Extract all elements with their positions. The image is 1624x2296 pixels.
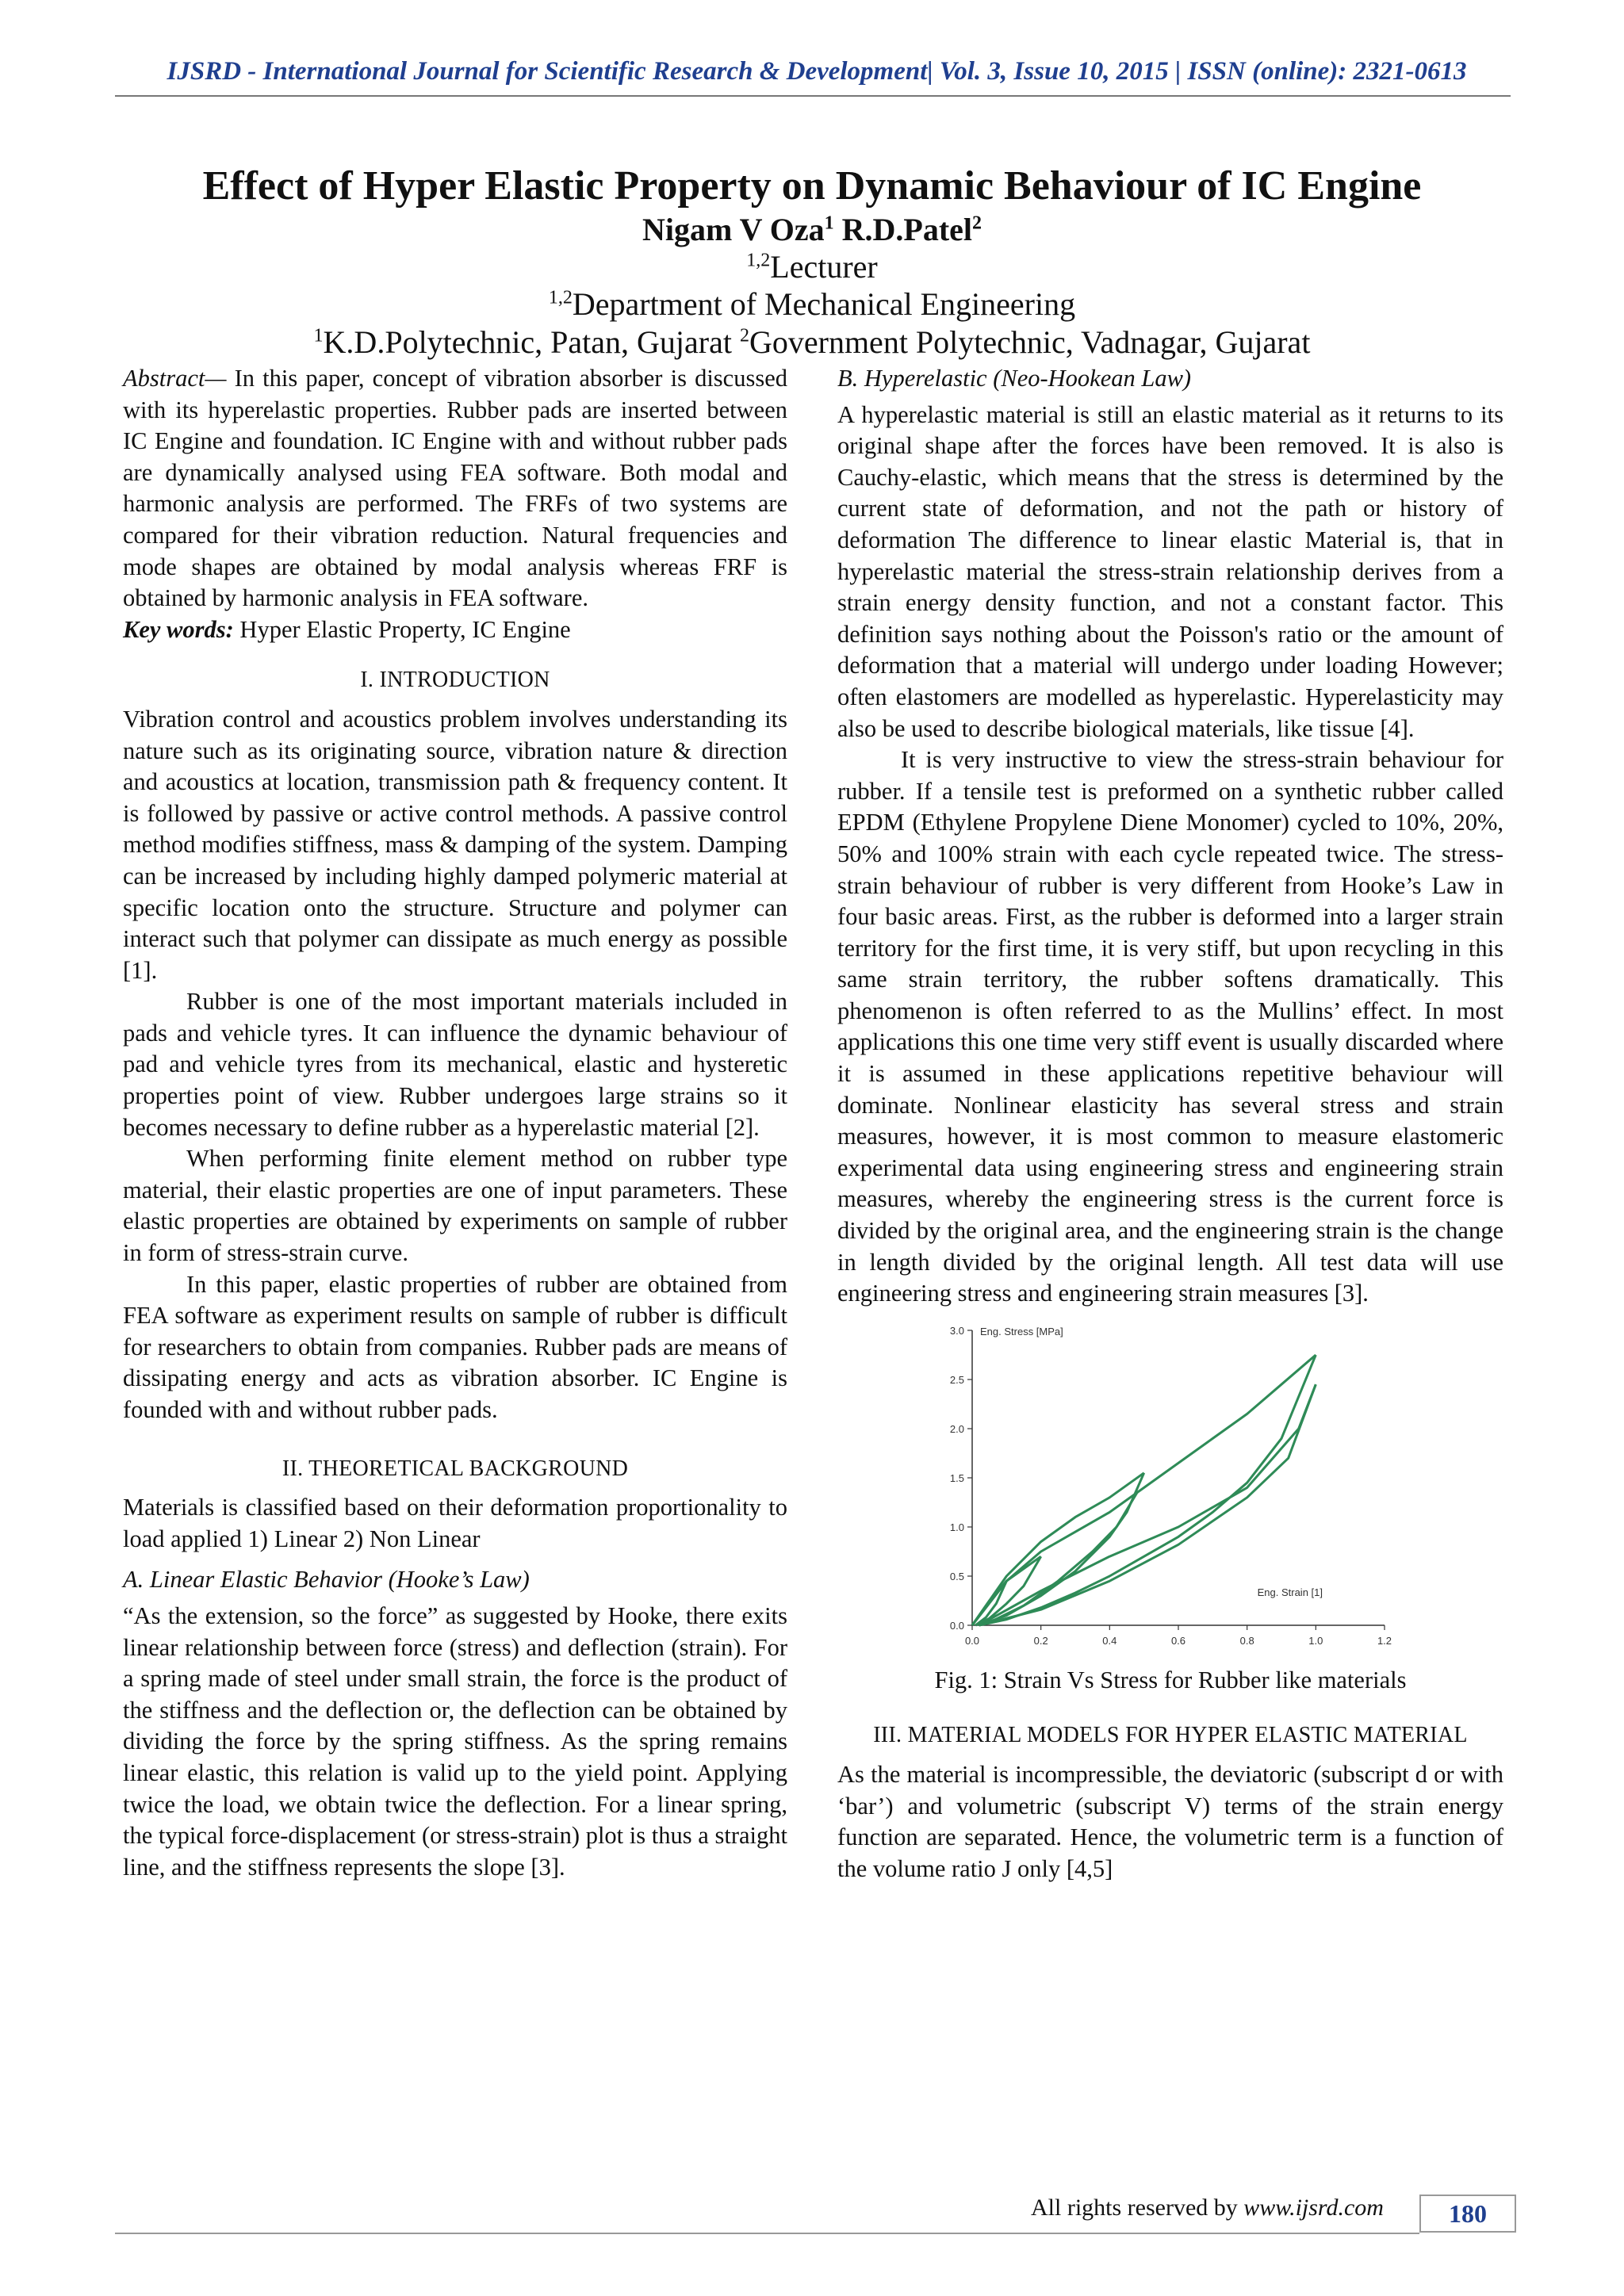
inst2-sup: 2 xyxy=(739,325,749,346)
intro-heading: I. INTRODUCTION xyxy=(360,668,550,693)
footer-site-link[interactable]: www.ijsrd.com xyxy=(1243,2195,1384,2221)
hyper-paragraph-1: A hyperelastic material is still an elastic material as it returns to its original shape after the forces have been removed. It is also is Cauchy-elastic, which means that the stress is determined by the current state of deformation, and not the path or history of deformation The difference to linear elastic Material is, that in hyperelastic material the stress-strain relationship derives from a strain energy density function, and not a constant factor. This definition says nothing about the Poisson's ratio or the amount of deformation that a material will undergo under loading However; often elastomers are modelled as hyperelastic. Hyperelasticity may also be used to describe biological materials, like tissue [4]. xyxy=(837,400,1503,742)
linear-heading: A. Linear Elastic Behavior (Hooke’s Law) xyxy=(123,1566,530,1594)
page-number: 180 xyxy=(1419,2195,1516,2233)
stress-strain-chart xyxy=(837,1316,1503,1665)
abstract-text: In this paper, concept of vibration absorber is discussed with its hyperelastic properties. Rubber pads are inserted between IC Engine and foundation. IC Engine with and without rubber pads are dynamically analysed using FEA software. Both modal and harmonic analysis are performed. The FRFs of two systems are compared for their vibration reduction. Natural frequencies and mode shapes are obtained by modal analysis whereas FRF is obtained by harmonic analysis in FEA software. xyxy=(123,365,787,612)
y-tick-label: 1.0 xyxy=(949,1521,964,1533)
keywords xyxy=(123,614,787,646)
affiliation-institutions xyxy=(0,323,1624,361)
curve-unload-50 xyxy=(979,1473,1144,1625)
abstract xyxy=(123,363,787,614)
paper-title: Effect of Hyper Elastic Property on Dynamic Behaviour of IC Engine xyxy=(202,163,1422,209)
hyper-paragraph-2: It is very instructive to view the stress-strain behaviour for rubber. If a tensile test is preformed on a synthetic rubber called EPDM (Ethylene Propylene Diene Monomer) cycled to 10%, 20%, 50% and 100% strain with each cycle repeated twice. The stress-strain behaviour of rubber is very different from Hooke’s Law in four basic areas. First, as the rubber is deformed into a larger strain territory for the first time, it is very stiff, but upon recycling in this same strain territory, the rubber softens dramatically. This phenomenon is often referred to as the Mullins’ effect. In most applications this one time very stiff event is usually discarded where it is assumed in these applications repetitive behaviour will dominate. Nonlinear elasticity has several stress and strain measures, however, it is most common to measure elastomeric experimental data using engineering stress and engineering strain measures, whereby the engineering stress is the current force is divided by the original area, and the engineering strain is the change in length divided by the original length. All test data will use engineering stress and engineering strain measures [3]. xyxy=(837,746,1503,1307)
author-1-sup: 1 xyxy=(824,212,834,234)
affiliation-role xyxy=(0,248,1624,285)
material-paragraph: As the material is incompressible, the deviatoric (subscript d or with ‘bar’) and volumetric (subscript V) terms of the strain energy function are separated. Hence, the volumetric term is a function of the volume ratio J only [4,5] xyxy=(837,1761,1503,1882)
inst1-sup: 1 xyxy=(313,325,324,346)
x-tick-label: 0.8 xyxy=(1239,1634,1254,1647)
dept-text: Department of Mechanical Engineering xyxy=(572,286,1076,322)
x-tick-label: 0.6 xyxy=(1170,1634,1186,1647)
intro-paragraph-3: When performing finite element method on rubber type material, their elastic properties are one of input parameters. These elastic properties are obtained by experiments on sample of rubber in form of stress-strain curve. xyxy=(123,1145,787,1267)
x-tick-label: 0.4 xyxy=(1102,1634,1117,1647)
inst2-text: Government Polytechnic, Vadnagar, Gujarat xyxy=(749,324,1311,360)
intro-paragraph-2: Rubber is one of the most important materials included in pads and vehicle tyres. It can influence the dynamic behaviour of pad and vehicle tyres from its mechanical, elastic and hysteretic properties point of view. Rubber undergoes large strains so it becomes necessary to define rubber as a hyperelastic material [2]. xyxy=(123,988,787,1141)
journal-header: IJSRD - International Journal for Scientific Research & Development| Vol. 3, Issue 10, 2015 | ISSN (online): 2321-0613 xyxy=(167,57,1467,86)
author-2-sup: 2 xyxy=(972,212,982,234)
x-tick-label: 1.0 xyxy=(1308,1634,1323,1647)
hyper-heading: B. Hyperelastic (Neo-Hookean Law) xyxy=(837,365,1192,392)
y-tick-label: 2.5 xyxy=(949,1373,964,1386)
linear-paragraph: “As the extension, so the force” as suggested by Hooke, there exits linear relationship between force (stress) and deflection (strain). For a spring made of steel under small strain, the force is the product of the stiffness and the deflection or, the deflection can be obtained by dividing the force by the spring stiffness. As the spring remains linear elastic, this relation is valid up to the yield point. Applying twice the load, we obtain twice the deflection. For a linear spring, the typical force-displacement (or stress-strain) plot is thus a straight line, and the stiffness represents the slope [3]. xyxy=(123,1601,787,1881)
role-text: Lecturer xyxy=(770,249,878,285)
author-1: Nigam V Oza xyxy=(642,212,825,247)
theory-heading: II. THEORETICAL BACKGROUND xyxy=(282,1456,629,1481)
dept-sup: 1,2 xyxy=(548,287,573,308)
intro-paragraph-4: In this paper, elastic properties of rubber are obtained from FEA software as experiment results on sample of rubber is difficult for researchers to obtain from companies. Rubber pads are means of dissipating energy and acts as vibration absorber. IC Engine is founded with and without rubber pads. xyxy=(123,1270,787,1423)
keywords-text: Hyper Elastic Property, IC Engine xyxy=(233,615,571,643)
y-tick-label: 0.5 xyxy=(949,1570,964,1582)
theory-paragraph: Materials is classified based on their deformation proportionality to load applied 1) Linear 2) Non Linear xyxy=(123,1494,787,1552)
curve-unload-100 xyxy=(979,1355,1316,1625)
left-column xyxy=(123,363,787,1883)
figure-caption: Fig. 1: Strain Vs Stress for Rubber like materials xyxy=(934,1666,1407,1693)
footer-rule xyxy=(115,2233,1419,2234)
right-column xyxy=(837,363,1503,1885)
keywords-label: Key words: xyxy=(123,615,234,643)
abstract-label: Abstract— xyxy=(123,365,227,392)
y-tick-label: 3.0 xyxy=(949,1324,964,1337)
inst1-text: K.D.Polytechnic, Patan, Gujarat xyxy=(323,324,732,360)
affiliation-department xyxy=(0,285,1624,323)
x-axis-label: Eng. Strain [1] xyxy=(1257,1586,1323,1598)
author-2: R.D.Patel xyxy=(841,212,973,247)
y-tick-label: 0.0 xyxy=(949,1619,964,1632)
y-tick-label: 1.5 xyxy=(949,1471,964,1484)
curve-unload-50b xyxy=(990,1492,1137,1622)
material-heading: III. MATERIAL MODELS FOR HYPER ELASTIC MATERIAL xyxy=(873,1723,1468,1748)
header-rule xyxy=(115,95,1511,97)
footer-text: All rights reserved by xyxy=(1031,2195,1244,2221)
x-tick-label: 0.0 xyxy=(964,1634,980,1647)
footer-rights xyxy=(1031,2195,1384,2221)
x-tick-label: 1.2 xyxy=(1377,1634,1392,1647)
intro-paragraph-1: Vibration control and acoustics problem involves understanding its nature such as its originating source, vibration nature & direction and acoustics at location, transmission path & frequency content. It is followed by passive or active control methods. A passive control method modifies stiffness, mass & damping of the system. Damping can be increased by including highly damped polymeric material at specific location onto the structure. Structure and polymer can interact such that polymer can dissipate as much energy as possible [1]. xyxy=(123,705,787,984)
y-axis-label: Eng. Stress [MPa] xyxy=(980,1325,1063,1337)
x-tick-label: 0.2 xyxy=(1033,1634,1048,1647)
y-tick-label: 2.0 xyxy=(949,1422,964,1435)
authors xyxy=(0,211,1624,248)
figure-1 xyxy=(837,1316,1503,1665)
role-sup: 1,2 xyxy=(746,250,771,271)
